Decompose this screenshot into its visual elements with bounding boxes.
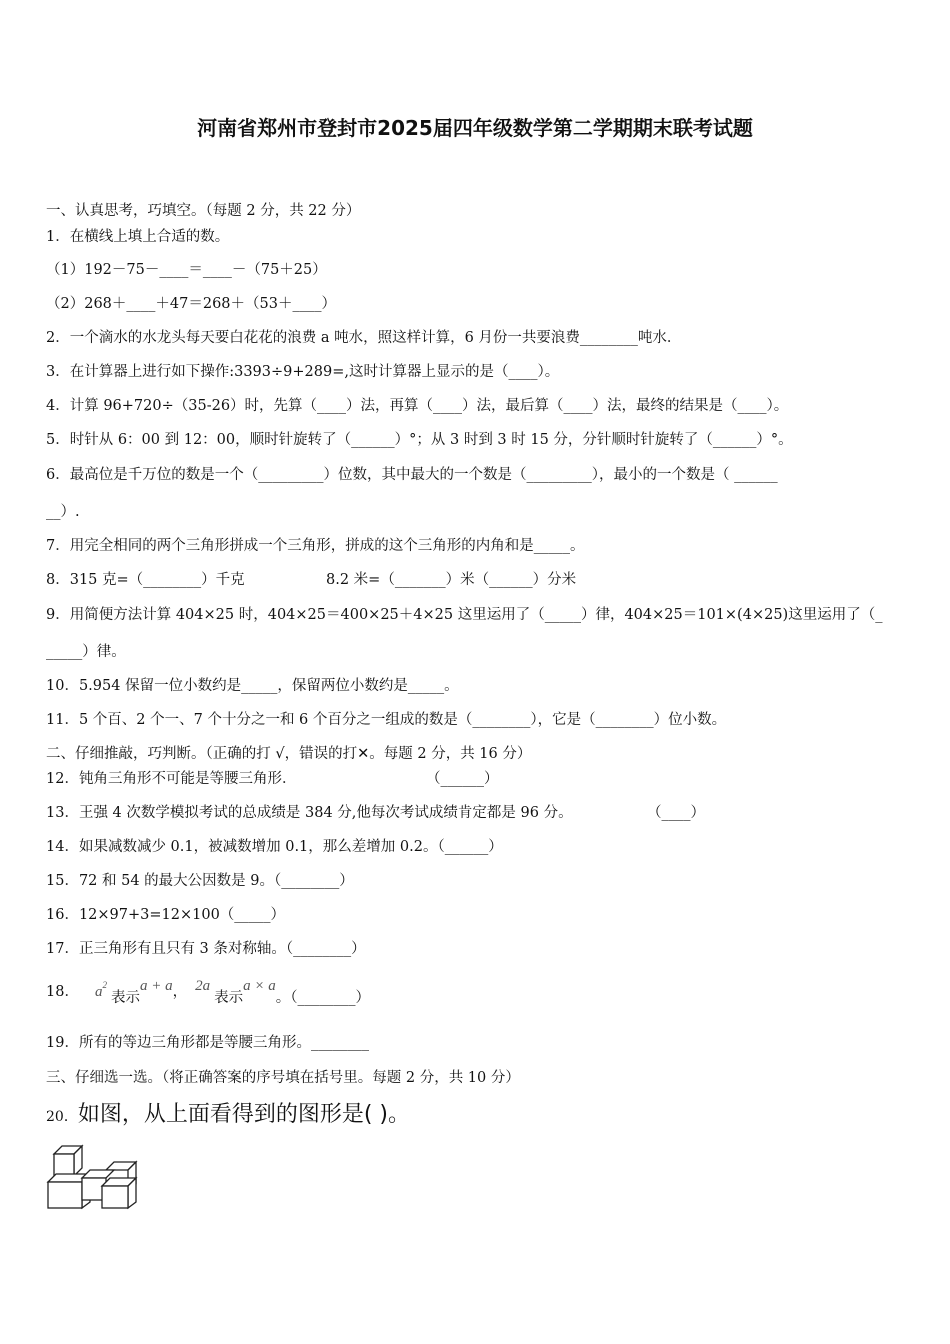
question-1-part-1: （1）192－75－____＝____－（75＋25） [46, 262, 327, 278]
question-17: 17．正三角形有且只有 3 条对称轴。（________） [46, 941, 366, 957]
question-4: 4．计算 96+720÷（35-26）时，先算（____）法，再算（____）法，最后算（____）法，最终的结果是（____）。 [46, 398, 789, 414]
question-9: 9．用简便方法计算 404×25 时，404×25＝400×25＋4×25 这里运用了（_____）律，404×25＝101×(4×25)这里运用了（_ [46, 607, 883, 623]
math-a: a [94, 984, 103, 1000]
question-18-answer-blank: 。（________） [275, 990, 370, 1006]
question-2: 2．一个滴水的水龙头每天要白花花的浪费 a 吨水，照这样计算，6 月份一共要浪费________吨水． [46, 330, 682, 346]
page-title: 河南省郑州市登封市2025届四年级数学第二学期期末联考试题 [197, 116, 753, 140]
question-5: 5．时针从 6：00 到 12：00，顺时针旋转了（______）°；从 3 时到 3 时 15 分，分针顺时针旋转了（______）°。 [46, 432, 793, 448]
question-19: 19．所有的等边三角形都是等腰三角形。________ [46, 1035, 369, 1051]
question-8-part-1: 8．315 克=（________）千克 [46, 572, 245, 588]
cube-stack-figure [44, 1140, 148, 1212]
question-18 [46, 978, 370, 1006]
question-18-comma: ， [172, 984, 188, 1000]
question-16: 16．12×97+3=12×100（_____） [46, 907, 286, 923]
section-2-heading: 二、仔细推敲，巧判断。（正确的打 √，错误的打✕。每题 2 分，共 16 分） [46, 746, 532, 762]
question-15: 15．72 和 54 的最大公因数是 9。（________） [46, 873, 354, 889]
question-20-text: 如图，从上面看得到的图形是( )。 [77, 1102, 410, 1127]
question-14: 14．如果减数减少 0.1，被减数增加 0.1，那么差增加 0.2。（______） [46, 839, 503, 855]
question-18-number: 18． [46, 984, 79, 1000]
section-3-heading: 三、仔细选一选。（将正确答案的序号填在括号里。每题 2 分，共 10 分） [46, 1070, 520, 1086]
question-1-part-2: （2）268＋____＋47＝268＋（53＋____） [46, 296, 336, 312]
math-a-plus-a: a + a [139, 978, 173, 994]
question-3: 3．在计算器上进行如下操作:3393÷9+289=,这时计算器上显示的是（____）。 [46, 364, 560, 380]
question-9-continued: _____）律。 [46, 644, 126, 660]
question-18-text-1: 表示 [110, 990, 140, 1006]
math-2a: 2a [195, 978, 211, 994]
math-exponent: 2 [102, 980, 107, 990]
question-8-part-2: 8.2 米=（_______）米（______）分米 [326, 572, 577, 588]
question-10: 10．5.954 保留一位小数约是_____，保留两位小数约是_____。 [46, 678, 459, 694]
question-7: 7．用完全相同的两个三角形拼成一个三角形，拼成的这个三角形的内角和是_____。 [46, 538, 585, 554]
question-12-answer-blank: （______） [426, 771, 499, 787]
question-11: 11．5 个百、2 个一、7 个十分之一和 6 个百分之一组成的数是（________），它是（________）位小数。 [46, 712, 727, 728]
question-13: 13．王强 4 次数学模拟考试的总成绩是 384 分,他每次考试成绩肯定都是 96 分。 [46, 805, 573, 821]
question-6: 6．最高位是千万位的数是一个（_________）位数，其中最大的一个数是（_________），最小的一个数是（ ______ [46, 467, 778, 483]
question-13-answer-blank: （____） [647, 805, 705, 821]
section-1-heading: 一、认真思考，巧填空。（每题 2 分，共 22 分） [46, 203, 361, 219]
question-1: 1．在横线上填上合适的数。 [46, 229, 230, 245]
question-20-number: 20． [46, 1109, 78, 1125]
question-12: 12．钝角三角形不可能是等腰三角形． [46, 771, 297, 787]
question-20 [46, 1100, 410, 1132]
question-6-continued: __）. [46, 504, 80, 520]
math-a-times-a: a × a [243, 978, 276, 994]
question-18-text-2: 表示 [214, 990, 244, 1006]
